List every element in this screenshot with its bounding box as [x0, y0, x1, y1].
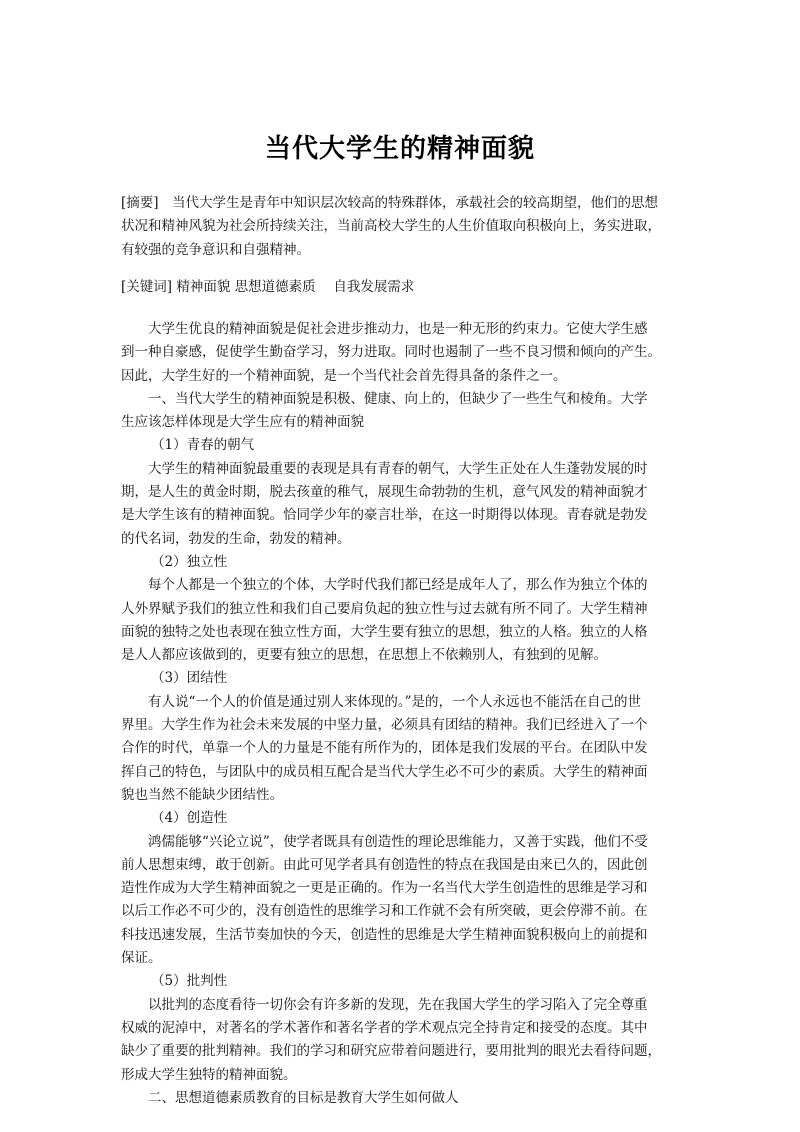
- subsection-heading: （1）青春的朝气: [151, 437, 255, 454]
- abstract-line: 有较强的竞争意识和自强精神。: [121, 241, 310, 258]
- paragraph-line: 界里。大学生作为社会未来发展的中坚力量，必须具有团结的精神。我们已经进入了一个: [121, 717, 648, 734]
- body-text: [121, 318, 689, 1110]
- paragraph-line: 有人说“一个人的价值是通过别人来体现的。”是的，一个人永远也不能活在自己的世: [148, 693, 642, 710]
- subsection-heading: （2）独立性: [151, 553, 228, 570]
- paragraph-line: 造性作成为大学生精神面貌之一更是正确的。作为一名当代大学生创造性的思维是学习和: [121, 880, 648, 897]
- paragraph-line: 以批判的态度看待一切你会有许多新的发现，先在我国大学生的学习陷入了完全尊重: [148, 996, 648, 1013]
- page-title: 当代大学生的精神面貌: [264, 134, 535, 164]
- paragraph-line: 是大学生该有的精神面貌。恰同学少年的豪言壮举，在这一时期得以体现。青春就是勃发: [121, 507, 648, 524]
- keywords: [121, 276, 689, 299]
- paragraph-line: 期，是人生的黄金时期，脱去孩童的稚气，展现生命勃勃的生机，意气风发的精神面貌才: [121, 484, 648, 501]
- paragraph-line: 的代名词，勃发的生命，勃发的精神。: [121, 530, 351, 547]
- paragraph-line: 保证。: [121, 950, 162, 967]
- paragraph-line: 以后工作必不可少的，没有创造性的思维学习和工作就不会有所突破，更会停滞不前。在: [121, 903, 648, 920]
- intro-line: 大学生优良的精神面貌是促社会进步推动力，也是一种无形的约束力。它使大学生感: [148, 321, 648, 337]
- paragraph-line: 是人人都应该做到的，更要有独立的思想，在思想上不依赖别人，有独到的见解。: [121, 647, 607, 664]
- intro-line: 因此，大学生好的一个精神面貌，是一个当代社会首先得具备的条件之一。: [121, 367, 567, 384]
- section-heading: 生应该怎样体现是大学生应有的精神面貌: [121, 414, 364, 431]
- paragraph-line: 挥自己的特色，与团队中的成员相互配合是当代大学生必不可少的素质。大学生的精神面: [121, 763, 648, 780]
- subsection-heading: （3）团结性: [151, 670, 228, 687]
- paragraph-line: 鸿儒能够“兴论立说”，使学者既具有创造性的理论思维能力，又善于实践，他们不受: [148, 833, 648, 850]
- paragraph-line: 科技迅速发展，生活节奏加快的今天，创造性的思维是大学生精神面貌积极向上的前提和: [121, 926, 648, 943]
- abstract: [121, 192, 689, 262]
- section-heading: 一、当代大学生的精神面貌是积极、健康、向上的，但缺少了一些生气和棱角。大学: [148, 390, 648, 407]
- paragraph-line: 权威的泥淖中，对著名的学术著作和著名学者的学术观点完全持肯定和接受的态度。其中: [121, 1019, 648, 1036]
- paragraph-line: 形成大学生独特的精神面貌。: [121, 1066, 297, 1083]
- paragraph-line: 缺少了重要的批判精神。我们的学习和研究应带着问题进行，要用批判的眼光去看待问题，: [121, 1043, 661, 1060]
- abstract-line: [摘要] 当代大学生是青年中知识层次较高的特殊群体，承载社会的较高期望，他们的思想: [121, 195, 659, 211]
- subsection-heading: （4）创造性: [151, 810, 228, 827]
- paragraph-line: 貌也当然不能缺少团结性。: [121, 786, 283, 803]
- paragraph-line: 人外界赋予我们的独立性和我们自己要肩负起的独立性与过去就有所不同了。大学生精神: [121, 600, 648, 617]
- paragraph-line: 每个人都是一个独立的个体，大学时代我们都已经是成年人了，那么作为独立个体的: [148, 577, 648, 594]
- section-heading: 二、思想道德素质教育的目标是教育大学生如何做人: [148, 1089, 459, 1106]
- paragraph-line: 大学生的精神面貌最重要的表现是具有青春的朝气，大学生正处在人生蓬勃发展的时: [148, 460, 648, 477]
- paragraph-line: 合作的时代，单靠一个人的力量是不能有所作为的，团体是我们发展的平台。在团队中发: [121, 740, 648, 757]
- subsection-heading: （5）批判性: [151, 973, 228, 990]
- paragraph-line: 前人思想束缚，敢于创新。由此可见学者具有创造性的特点在我国是由来已久的，因此创: [121, 856, 648, 873]
- abstract-line: 状况和精神风貌为社会所持续关注，当前高校大学生的人生价值取向积极向上，务实进取，: [121, 218, 661, 235]
- intro-line: 到一种自豪感，促使学生勤奋学习，努力进取。同时也遏制了一些不良习惯和倾向的产生。: [121, 344, 661, 361]
- paragraph-line: 面貌的独特之处也表现在独立性方面，大学生要有独立的思想，独立的人格。独立的人格: [121, 623, 648, 640]
- keywords-line: [关键词] 精神面貌 思想道德素质 自我发展需求: [121, 279, 415, 295]
